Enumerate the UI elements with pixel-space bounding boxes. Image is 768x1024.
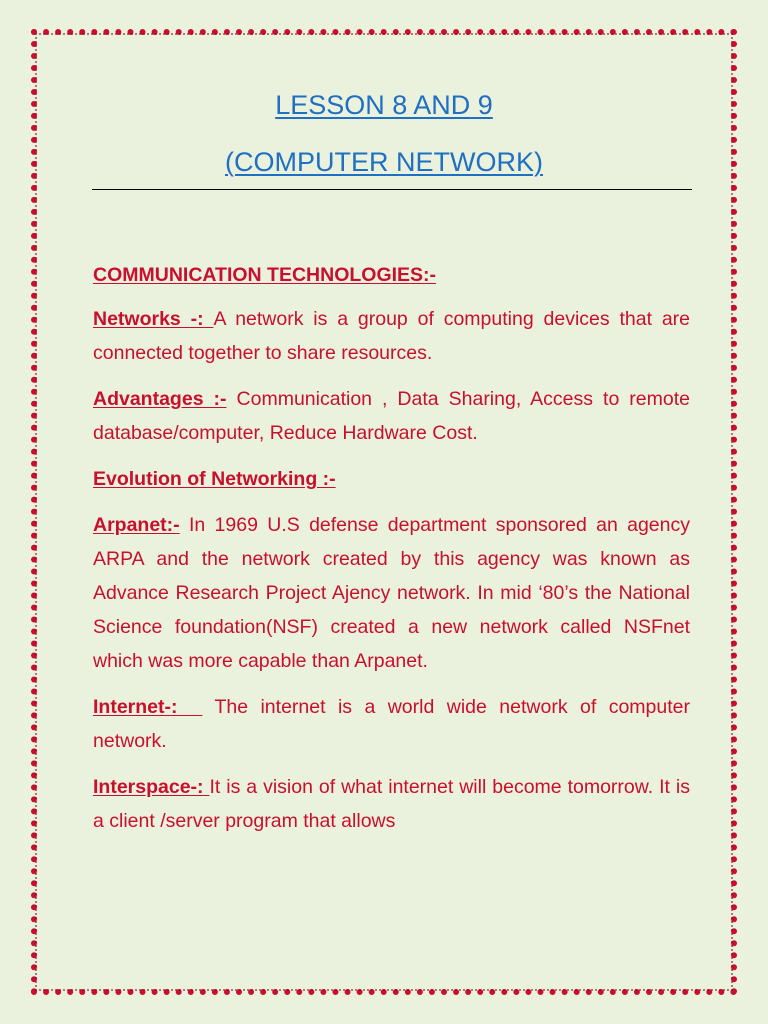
arpanet-text: In 1969 U.S defense department sponsored an agency ARPA and the network created by this agency was known as Advance Research Project Ajency network. In mid ‘80’s the National Science foundation(NSF) created a new network called NSFnet which was more capable than Arpanet. (93, 514, 690, 672)
paragraph-interspace (93, 770, 690, 838)
paragraph-arpanet (93, 508, 690, 678)
interspace-text: It is a vision of what internet will become tomorrow. It is a client /server program that allows (93, 776, 690, 832)
advantages-label: Advantages :- (93, 388, 227, 410)
title-divider (92, 189, 692, 190)
interspace-label: Interspace-: (93, 776, 210, 798)
lesson-title: LESSON 8 AND 9 (275, 90, 493, 120)
networks-text: A network is a group of computing devices that are connected together to share resources. (93, 308, 690, 364)
internet-label: Internet-: (93, 696, 203, 718)
paragraph-evolution (93, 462, 690, 496)
section-heading: COMMUNICATION TECHNOLOGIES:- (93, 264, 437, 286)
arpanet-label: Arpanet:- (93, 514, 180, 536)
paragraph-networks (93, 302, 690, 370)
lesson-subtitle: (COMPUTER NETWORK) (225, 147, 543, 177)
lesson-content (93, 258, 690, 850)
evolution-label: Evolution of Networking :- (93, 468, 336, 490)
paragraph-advantages (93, 382, 690, 450)
advantages-text: Communication , Data Sharing, Access to remote database/computer, Reduce Hardware Cost. (93, 388, 690, 444)
paragraph-internet (93, 690, 690, 758)
networks-label: Networks -: (93, 308, 214, 330)
internet-text: The internet is a world wide network of computer network. (93, 696, 690, 752)
